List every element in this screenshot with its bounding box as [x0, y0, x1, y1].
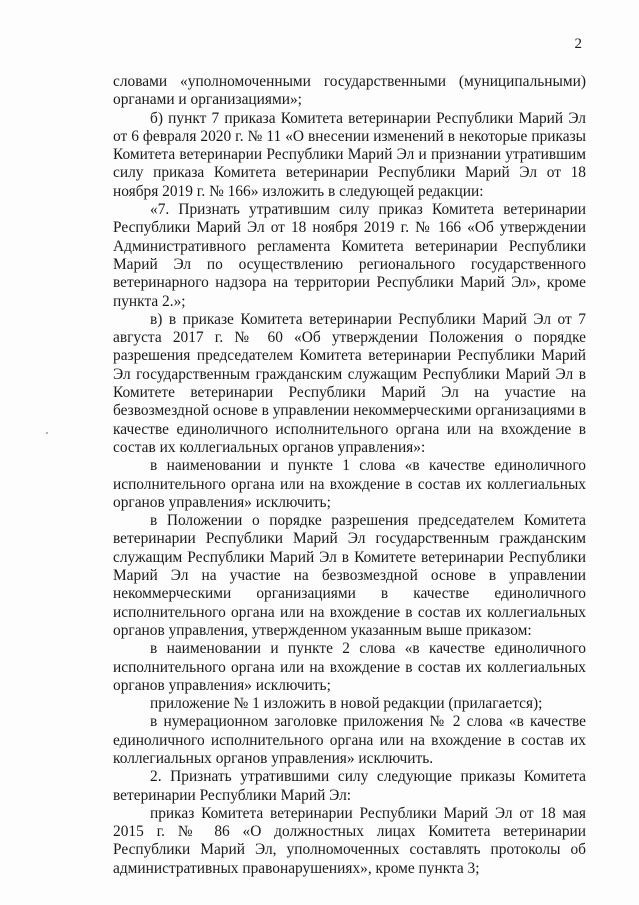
- scan-speck: [46, 432, 48, 434]
- paragraph: приложение № 1 изложить в новой редакции (прилагается);: [150, 695, 543, 713]
- document-body: [113, 73, 586, 878]
- paragraph: 2. Признать утратившими силу следующие приказы Комитета ветеринарии Республики Марий Эл:: [113, 768, 586, 804]
- paragraph: б) пункт 7 приказа Комитета ветеринарии Республики Марий Эл от 6 февраля 2020 г. № 11 «О внесении изменений в некоторые приказы Комитета ветеринарии Республики Марий Эл и признании утратившим силу приказа Комитета ветеринарии Республики Марий Эл от 18 ноября 2019 г. № 166» изложить в следующей редакции:: [113, 109, 586, 200]
- paragraph: «7. Признать утратившим силу приказ Комитета ветеринарии Республики Марий Эл от 18 ноября 2019 г. № 166 «Об утверждении Административного регламента Комитета ветеринарии Республики Марий Эл по осуществлению регионального государственного ветеринарного надзора на территории Республики Марий Эл», кроме пункта 2.»;: [113, 201, 586, 310]
- paragraph: в наименовании и пункте 1 слова «в качестве единоличного исполнительного органа или на вхождение в состав их коллегиальных органов управления» исключить;: [113, 457, 586, 511]
- paragraph: в наименовании и пункте 2 слова «в качестве единоличного исполнительного органа или на вхождение в состав их коллегиальных органов управления» исключить;: [113, 640, 586, 694]
- paragraph: в) в приказе Комитета ветеринарии Республики Марий Эл от 7 августа 2017 г. № 60 «Об утверждении Положения о порядке разрешения председателем Комитета ветеринарии Республики Марий Эл государственным гражданским служащим Республики Марий Эл в Комитете ветеринарии Республики Марий Эл на участие на безвозмездной основе в управлении некоммерческими организациями в качестве единоличного исполнительного органа или на вхождение в состав их коллегиальных органов управления»:: [113, 310, 586, 456]
- paragraph: приказ Комитета ветеринарии Республики Марий Эл от 18 мая 2015 г. № 86 «О должностных лицах Комитета ветеринарии Республики Марий Эл, уполномоченных составлять протоколы об административных правонарушениях», кроме пункта 3;: [113, 804, 586, 877]
- paragraph: в Положении о порядке разрешения председателем Комитета ветеринарии Республики Марий Эл государственным гражданским служащим Республики Марий Эл в Комитете ветеринарии Республики Марий Эл на участие на безвозмездной основе в управлении некоммерческими организациями в качестве единоличного исполнительного органа или на вхождение в состав их коллегиальных органов управления, утвержденном указанным выше приказом:: [113, 512, 586, 639]
- page-number: 2: [574, 36, 582, 52]
- paragraph: в нумерационном заголовке приложения № 2 слова «в качестве единоличного исполнительного органа или на вхождение в состав их коллегиальных органов управления» исключить.: [113, 713, 586, 767]
- paragraph: словами «уполномоченными государственными (муниципальными) органами и организациями»;: [113, 73, 586, 109]
